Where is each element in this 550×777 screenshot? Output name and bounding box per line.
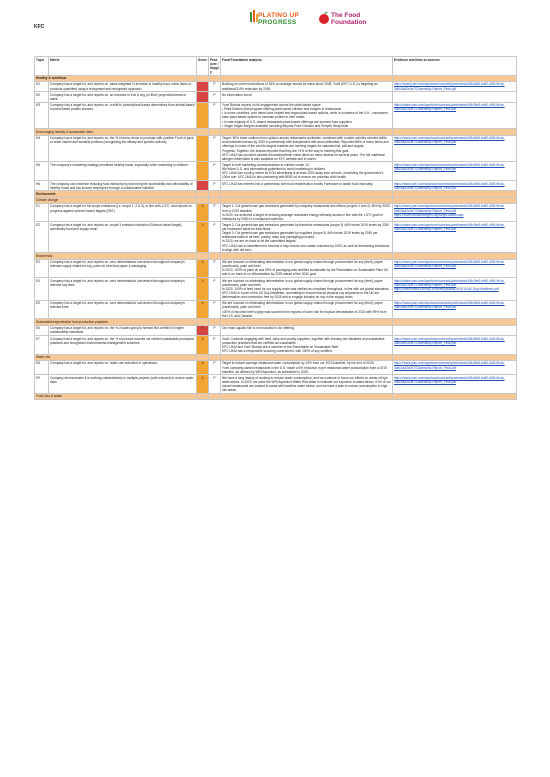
table-row xyxy=(35,81,517,91)
subsection-label: Water use xyxy=(35,354,197,360)
supply-cell: P xyxy=(209,92,221,102)
evidence-links xyxy=(393,300,517,319)
metric-id: E8 xyxy=(35,360,49,374)
evidence-links xyxy=(393,135,517,162)
supply-cell: P xyxy=(209,300,221,319)
table-row xyxy=(35,180,517,190)
metric-id: E7 xyxy=(35,336,49,355)
section-label: Healthy & nutritious xyxy=(35,75,197,81)
source-link[interactable]: https://www.yum.com/wps/wcm/connect/yumbrands/1f6c3fe8-bd40-4b3f-9e4a-3d5c3a42c0e7/Citizenship-Report_Final.pdf xyxy=(394,361,505,370)
header-metric: Metric xyxy=(49,57,197,76)
analysis-text: We have a long history of working to reduce water consumption, and we continue to focus our efforts on areas of high water stress. In 2020, we used the WRI Aqueduct Water Risk Atlas to evaluate our exposure to water stress. 91% of our owned restaurants are located in areas with baseline water stress, and we have a plan to reduce consumption in high-risk areas. xyxy=(222,375,391,393)
metric-text: Company has a target for, and reports on, water use reduction in operations. xyxy=(49,360,197,374)
subsection-fill xyxy=(221,393,393,399)
table-row xyxy=(35,135,517,162)
analysis-text: Target to reduce average restaurant water consumption by 10% from our 2019 baseline, by the end of 2025. Yum! company-owned restaurants in the U.S. made a 5% reduction in per restaurant water consumption from a 2019 baseline, as defined by WRI Aqueduct, as scheduled to 2025. xyxy=(221,360,393,374)
source-link[interactable]: https://sciencebasedtargets.org/target-dashboard xyxy=(394,212,464,217)
evidence-links xyxy=(393,375,517,394)
analysis-text: Goal: Continue engaging with beef, dairy and poultry suppliers, together with industry-led initiatives and sustainable production practices that are certified as sustainable. KFC UK&I and Yum! Brands are a member of the Roundtable on Sustainable Beef. KFC UK&I has a responsible sourcing commitment, with 100% of soy certified. xyxy=(221,336,393,355)
table-row xyxy=(35,360,517,374)
evidence-links xyxy=(393,360,517,374)
analysis-text: Target 2: Cut greenhouse gas emissions generated by franchise restaurants (scope 3) 46% below 2019 levels by 2030 per restaurant basis for franchises. Target 3: Cut greenhouse gas emissions generated by suppliers (scope 3) 46% below 2019 levels by 2030 per restaurant basis in all beef, poultry, dairy and packaging procured. In 2020, we are on track to hit the committed targets. KFC UK&I has a commitment to become a fully circular zero waste business by 2025, as well as decreasing emissions to align with net zero. xyxy=(221,222,393,253)
food-foundation-logo xyxy=(318,9,382,31)
score-cell xyxy=(197,180,209,190)
subsection-label: Sustainable/regenerative food production practices xyxy=(35,319,197,325)
logo-text-line1: The Food Foundation xyxy=(331,12,367,26)
score-cell: 3 xyxy=(197,203,209,222)
source-link[interactable]: https://www.yum.com/wps/wcm/connect/yumbrands/1f6c3fe8-bd40-4b3f-9e4a-3d5c3a42c0e7/Citizenship-Report_Final.pdf xyxy=(394,336,505,345)
analysis-text: Our main aquatic fish is not included in our offering. xyxy=(221,325,393,335)
source-link[interactable]: https://www.yum.com/wps/wcm/connect/yumbrands/1f6c3fe8-bd40-4b3f-9e4a-3d5c3a42c0e7/Citizenship-Report_Final.pdf xyxy=(394,162,505,172)
metric-text: Company has a target for, and reports on, an increase in fruit & veg (or fibre) proportions/meal or sales. xyxy=(49,92,197,102)
logo-text-line1: PLATING UP xyxy=(258,12,299,19)
metric-text: Company has a target for, and reports on, the % of menu items or products with positive Front of pack or lower calorie and sensible portions (recognising the dietary and specific actions). xyxy=(49,135,197,162)
score-cell xyxy=(197,102,209,129)
metric-id: E5 xyxy=(35,300,49,319)
supply-cell: P xyxy=(209,375,221,394)
supply-cell: P xyxy=(209,135,221,162)
supply-cell: P xyxy=(209,325,221,335)
metric-text: Company has a target for, and reports on, the % of product sourced via verified sustainable production practices and recognised environmental management schemes. xyxy=(49,336,197,355)
table-row xyxy=(35,259,517,278)
analysis-text: No information found xyxy=(221,92,393,102)
supply-cell: P xyxy=(209,222,221,253)
score-cell xyxy=(197,135,209,162)
subsection-label: Encouraging healthy & sustainable diets xyxy=(35,129,197,135)
metric-text: Company has a target for, and reports on, a shift to protein/plant-based alternatives from animal-based to plant-based protein sources. xyxy=(49,102,197,129)
source-link[interactable]: https://www.yum.com/wps/wcm/connect/yumbrands/1f6c3fe8-bd40-4b3f-9e4a-3d5c3a42c0e7/Citizenship-Report_Final.pdf xyxy=(394,181,505,190)
analysis-text: KFC UK&I has entered into a partnership with food redistribution charity Fareshare to tackle food insecurity. xyxy=(221,180,393,190)
subsection-label: Biodiversity xyxy=(35,253,197,259)
score-cell xyxy=(197,92,209,102)
supply-cell: P xyxy=(209,203,221,222)
metric-text: The company can evidence reducing food insecurity by improving the accessibility and affordability of healthy foods and low income employees through a collaborative initiative. xyxy=(49,180,197,190)
table-row xyxy=(35,203,517,222)
source-link[interactable]: https://www.yum.com/wps/wcm/connect/yumbrands/1f6c3fe8-bd40-4b3f-9e4a-3d5c3a42c0e7/Citizenship-Report_Final.pdf xyxy=(394,301,505,310)
metric-text: Company demonstrates it is working collaboratively in multiple projects (with relevant) to reduce water risks. xyxy=(49,375,197,394)
source-link[interactable]: https://www.yum.com/wps/wcm/connect/yumbrands/1f6c3fe8-bd40-4b3f-9e4a-3d5c3a42c0e7/Citizenship-Report_Final.pdf xyxy=(394,136,505,145)
score-cell: 3 xyxy=(197,300,209,319)
table-row xyxy=(35,92,517,102)
evidence-links xyxy=(393,180,517,190)
plating-up-progress-logo xyxy=(250,9,314,31)
metric-id: H2 xyxy=(35,92,49,102)
header-topic: Topic xyxy=(35,57,49,76)
supply-cell: P xyxy=(209,81,221,91)
table-row xyxy=(35,278,517,301)
evidence-links xyxy=(393,325,517,335)
evidence-links xyxy=(393,203,517,222)
subsection-fill xyxy=(393,393,517,399)
score-cell: 3 xyxy=(197,360,209,374)
metric-text: Company has a target for full scope emissions (i.e. scope 1, 2 & 3), in line with 1.5°C, and reports on progress against science based targets (SBT). xyxy=(49,203,197,222)
analysis-text: Yum! Brands reports on its engagement across the plant-based space: • Plant Kitchen pilot program offering plant-based chicken and burgers in restaurants • In some countries, core items have helped test vegan plant-based options, while in countries of the U.K., consumers have plant-based options to increase protein in their meals • In vast majority of U.S.-based restaurants plant-based offerings are sourced from suppliers. • Vegan Vegan burgers available including Beyond Fried Chicken and Tempeh Wrap trials xyxy=(221,102,393,129)
metric-id: H5 xyxy=(35,162,49,181)
table-header-row xyxy=(35,57,517,76)
source-link[interactable]: https://www.yum.com/wps/wcm/connect/yumbrands/1f6c3fe8-bd40-4b3f-9e4a-3d5c3a42c0e7/Citizenship-Report_Final.pdf xyxy=(394,204,505,213)
metric-id: E9 xyxy=(35,375,49,394)
brand-code: KFC xyxy=(34,24,45,30)
metric-id: H3 xyxy=(35,102,49,129)
evidence-links xyxy=(393,278,517,301)
source-link[interactable]: https://www.yum.com/wps/wcm/connect/yumbrands/1f6c3fe8-bd40-4b3f-9e4a-3d5c3a42c0e7/Citizenship-Report_Final.pdf xyxy=(394,103,505,112)
source-link[interactable]: https://www.efeca.com/wp-content/uploads/2021/11/UK-Soy-Manifesto.pdf xyxy=(394,286,499,291)
table-row xyxy=(35,162,517,181)
logo-text-line2: PROGRESS xyxy=(258,19,297,26)
metric-text: Company has a target for, and reports on, sales-weighted % increase in healthy food, menu items or products quantified using a recognised and recognised approach. xyxy=(49,81,197,91)
metric-id: H1 xyxy=(35,81,49,91)
analysis-text: Target 1: Cut greenhouse gas emissions generated by company restaurants and offices (scopes 1 and 2) 46% by 2030 from a 2019 baseline. In 2020, we achieved a target of reducing average restaurant energy intensity across in line with the 1.5°C goal for emissions by 2050 in a restaurant calendar. xyxy=(221,203,393,222)
analysis-text: Target to limit marketing communications to children under 12. We follow U.S. and international guidelines to avoid marketing to children. KFC UK&I has a policy where its KOH advertising is at least 1000 away from schools, exceeding the government's 100m rule. KFC UK&I is also partnering with BRA Ltd to ensure we prioritise child health. xyxy=(221,162,393,181)
metric-text: Company has a target for, and reports on, zero deforestation/ conversion throughout company's relevant soy feed. xyxy=(49,278,197,301)
header-supply: Producer / Supply xyxy=(210,57,219,74)
table-row xyxy=(35,336,517,355)
table-row xyxy=(35,325,517,335)
supply-cell: P xyxy=(209,259,221,278)
subsection-label: Food loss & waste xyxy=(35,393,197,399)
evidence-links xyxy=(393,336,517,355)
table-row xyxy=(35,375,517,394)
table-row xyxy=(35,222,517,253)
supply-cell: P xyxy=(209,162,221,181)
subsection-row xyxy=(35,393,517,399)
analysis-text: Target: 50% lower sodium menu options across restaurants worldwide, combined with a wider calories calories within recommended menus by 2025 in partnership with independent diet and nutritionists. Reported 86% of menu items and offerings in some of the world's largest markets are meeting targets for saturated fat, salt and sugars. Progress: Together, the brands reported that they are 74% of the way to meeting this goal. KFC UK&I has provided calories information/fresh menu items so menu boards for several years. The full nutritional allergen information is also available on KFC website and in stores. xyxy=(221,135,393,162)
table-row xyxy=(35,300,517,319)
table-row xyxy=(35,102,517,129)
metric-text: Company has a target for, and reports on, the % of sales going to farmed fish certified to higher sustainability standards. xyxy=(49,325,197,335)
evidence-links xyxy=(393,222,517,253)
supply-cell: P xyxy=(209,336,221,355)
score-cell xyxy=(197,81,209,91)
supply-cell: P xyxy=(209,102,221,129)
score-cell: 3 xyxy=(197,259,209,278)
score-cell: 3 xyxy=(197,336,209,355)
evidence-links xyxy=(393,259,517,278)
metric-id: H4 xyxy=(35,135,49,162)
source-link[interactable]: https://www.yum.com/wps/wcm/connect/yumbrands/1f6c3fe8-bd40-4b3f-9e4a-3d5c3a42c0e7/Citizenship-Report_Final.pdf xyxy=(394,375,505,384)
section-label: Environment xyxy=(35,191,197,197)
score-cell: 3 xyxy=(197,222,209,253)
header-score: Score xyxy=(197,57,209,76)
metric-id: E1 xyxy=(35,203,49,222)
metric-id: E6 xyxy=(35,325,49,335)
score-cell: 3 xyxy=(197,278,209,301)
source-link[interactable]: https://www.yum.com/wps/wcm/connect/yumbrands/1f6c3fe8-bd40-4b3f-9e4a-3d5c3a42c0e7/Citizenship-Report_Final.pdf xyxy=(394,278,505,287)
subsection-label: Climate change xyxy=(35,197,197,203)
analysis-text: Building on current reductions of 18% on average across its menu since 2008, Yum! (KFC U.S.) is targeting an additional 5-8% reduction by 2026. xyxy=(221,81,393,91)
source-link[interactable]: https://www.yum.com/wps/wcm/connect/yumbrands/1f6c3fe8-bd40-4b3f-9e4a-3d5c3a42c0e7/Citizenship-Report_Final.pdf xyxy=(394,82,505,91)
metric-id: E4 xyxy=(35,278,49,301)
metric-text: Company has a target for, and reports on, scope 3 emission reduction (Science based target), specifically food and supply chain. xyxy=(49,222,197,253)
supply-cell: P xyxy=(209,180,221,190)
metric-text: Company has a target for, and reports on, zero deforestation/ conversion throughout company's relevant beef. xyxy=(49,300,197,319)
supply-cell: P xyxy=(209,278,221,301)
subsection-fill xyxy=(209,393,221,399)
metric-id: E2 xyxy=(35,222,49,253)
analysis-text: We are focused on eliminating deforestation in our global supply chains through procurement for soy (feed), paper (cardboard), palm and beef. In 2020, 100% of feed used for our supply chain was verified as compliant throughout, in line with our global standards. KFC UK&I is a part of the UK Soy Manifesto, committing to ensure that all physical soy shipments to the UK are deforestation and conversion free by 2025 and to engage industry on soy in the supply chain. xyxy=(221,278,393,301)
metric-text: The company's marketing strategy prioritises healthy foods, especially when marketing to children. xyxy=(49,162,197,181)
analysis-text: We are focused on eliminating deforestation in our global supply chains through procurement for soy (feed), paper (cardboard), palm and beef. 100% of reported beef supply was sourced from regions of lower risk for tropical deforestation in 2020 with 99% from the U.S. and Canada. xyxy=(221,300,393,319)
scorecard-table xyxy=(34,56,517,400)
metric-text: Company has a target for, and reports on, zero deforestation/ conversion throughout company's relevant supply chains for soy, palm oil, beef and paper & packaging. xyxy=(49,259,197,278)
header-evidence: Evidence and links to sources xyxy=(393,57,517,76)
score-cell: 3 xyxy=(197,375,209,394)
subsection-fill xyxy=(197,393,209,399)
evidence-links xyxy=(393,81,517,91)
source-link[interactable]: https://www.yum.com/wps/wcm/connect/yumbrands/1f6c3fe8-bd40-4b3f-9e4a-3d5c3a42c0e7/Citizenship-Report_Final.pdf xyxy=(394,223,505,232)
source-link[interactable]: https://www.yum.com/wps/wcm/connect/yumbrands/1f6c3fe8-bd40-4b3f-9e4a-3d5c3a42c0e7/Citizenship-Report_Final.pdf xyxy=(394,260,505,269)
evidence-links xyxy=(393,92,517,102)
evidence-links xyxy=(393,162,517,181)
score-cell xyxy=(197,162,209,181)
metric-id: E3 xyxy=(35,259,49,278)
metric-id: H6 xyxy=(35,180,49,190)
score-cell: 3 xyxy=(197,325,209,335)
analysis-text: We are focused on eliminating deforestation in our global supply chains through procurement for soy (feed), paper (cardboard), palm and beef. In 2020, 100% of palm oil and 95% of packaging was certified sustainable by the Roundtable on Sustainable Palm Oil and is on track to no deforestation by 2025 ahead of the 2030 goal. xyxy=(221,259,393,278)
supply-cell: P xyxy=(209,360,221,374)
evidence-links xyxy=(393,102,517,129)
header-analysis: Food Foundation analysis xyxy=(221,57,393,76)
